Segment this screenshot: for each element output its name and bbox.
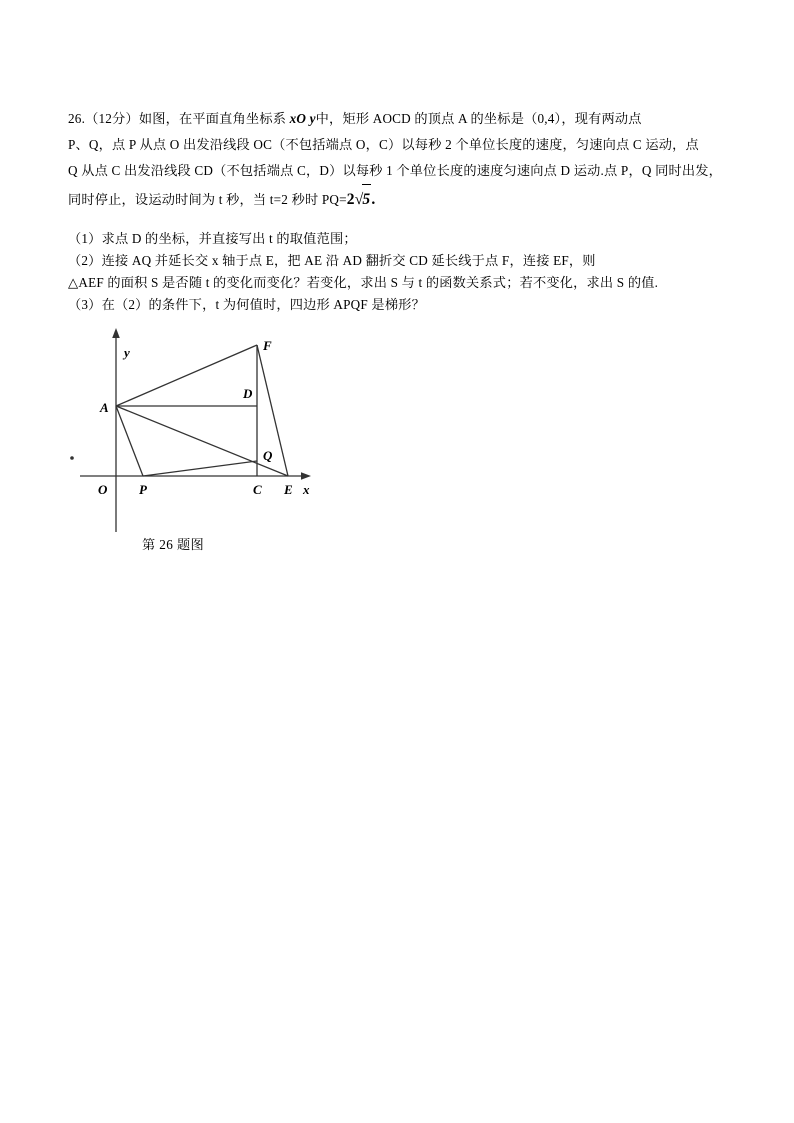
problem-line-3	[68, 158, 728, 184]
problem-line-1-part-a: 26.（12分）如图，在平面直角坐标系	[68, 111, 290, 126]
figure-svg	[60, 320, 360, 535]
point-label-f: F	[263, 338, 272, 353]
stray-dot	[70, 456, 74, 460]
sub-question-2-line-2: △AEF 的面积 S 是否随 t 的变化而变化？若变化，求出 S 与 t 的函数关系式；若不变化，求出 S 的值.	[68, 275, 659, 290]
segment-ap	[116, 406, 143, 476]
y-axis-label: y	[124, 345, 130, 360]
coordinate-system-label: xO y	[289, 111, 316, 126]
point-label-origin: O	[98, 482, 108, 497]
problem-line-1-part-c: 中，矩形 AOCD 的顶点 A 的坐标是（0,4），现有两动点	[315, 111, 642, 126]
sub-questions-list	[68, 228, 733, 316]
point-label-p: P	[139, 482, 147, 497]
square-root-five: √5	[355, 184, 372, 215]
point-label-d: D	[243, 386, 253, 401]
problem-line-2-text: P、Q，点 P 从点 O 出发沿线段 OC（不包括端点 O，C）以每秒 2 个单位长度的速度，匀速向点 C 运动，点	[68, 137, 699, 152]
sentence-period: .	[371, 191, 376, 208]
problem-line-4	[68, 184, 728, 215]
segment-fe	[257, 345, 288, 476]
problem-line-4-text: 同时停止，设运动时间为 t 秒，当 t=2 秒时 PQ=	[68, 192, 347, 207]
pq-coefficient: 2	[346, 191, 355, 208]
problem-line-1	[68, 106, 728, 132]
problem-line-3-text: Q 从点 C 出发沿线段 CD（不包括端点 C，D）以每秒 1 个单位长度的速度匀速向点 D 运动.点 P，Q 同时出发，	[68, 163, 723, 178]
segment-pq	[143, 461, 257, 476]
x-axis-label: x	[303, 482, 310, 497]
point-label-q: Q	[263, 448, 273, 463]
sub-question-2-line-1: （2）连接 AQ 并延长交 x 轴于点 E，把 AE 沿 AD 翻折交 CD 延长线于点 F，连接 EF，则	[68, 253, 596, 268]
segment-ae	[116, 406, 288, 476]
problem-statement	[68, 106, 728, 215]
sub-question-3: （3）在（2）的条件下，t 为何值时，四边形 APQF 是梯形？	[68, 297, 425, 312]
point-label-e: E	[284, 482, 293, 497]
sub-question-1: （1）求点 D 的坐标，并直接写出 t 的取值范围；	[68, 231, 357, 246]
problem-line-2	[68, 132, 728, 158]
figure-caption: 第 26 题图	[142, 537, 205, 552]
point-label-a: A	[100, 400, 109, 415]
x-axis-arrowhead	[301, 472, 311, 480]
segment-af	[116, 345, 257, 406]
point-label-c: C	[253, 482, 262, 497]
geometry-figure	[60, 320, 360, 580]
y-axis-arrowhead	[112, 328, 120, 338]
